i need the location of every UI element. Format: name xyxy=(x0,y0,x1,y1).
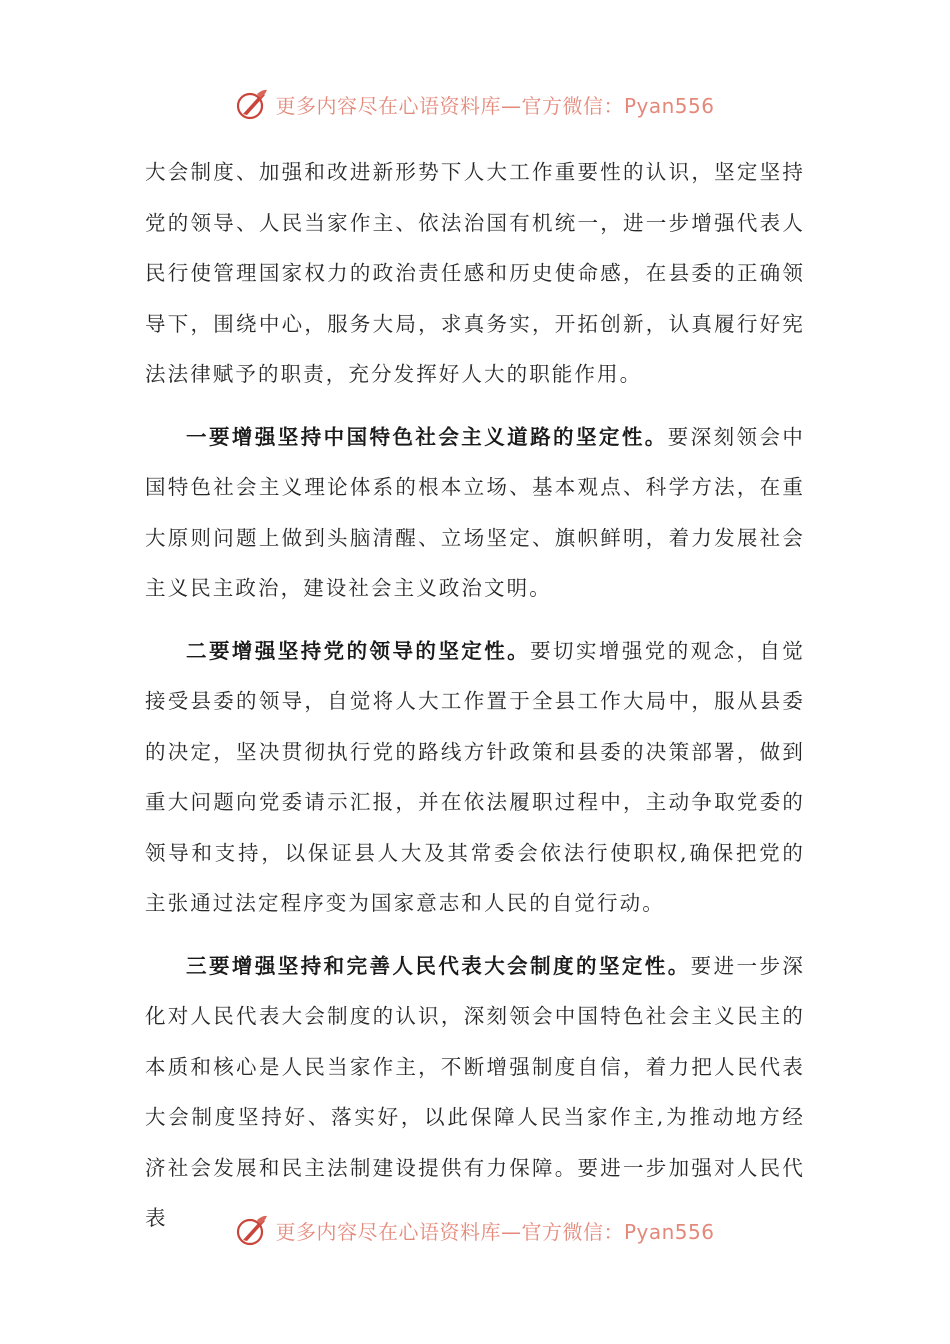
paragraph-point-1 xyxy=(145,412,805,614)
paragraph-body: 要进一步深化对人民代表大会制度的认识，深刻领会中国特色社会主义民主的本质和核心是人民当家作主，不断增强制度自信，着力把人民代表大会制度坚持好、落实好，以此保障人民当家作主,为推动地方经济社会发展和民主法制建设提供有力保障。要进一步加强对人民代表 xyxy=(145,953,806,1230)
paragraph-point-2 xyxy=(145,626,805,929)
header-banner xyxy=(0,84,950,124)
paragraph-body: 要深刻领会中国特色社会主义理论体系的根本立场、基本观点、科学方法，在重大原则问题上做到头脑清醒、立场坚定、旗帜鲜明，着力发展社会主义民主政治，建设社会主义政治文明。 xyxy=(145,424,805,600)
quill-pen-circle-icon xyxy=(235,87,269,121)
paragraph-body: 大会制度、加强和改进新形势下人大工作重要性的认识，坚定坚持党的领导、人民当家作主、依法治国有机统一，进一步增强代表人民行使管理国家权力的政治责任感和历史使命感，在县委的正确领导下，围绕中心，服务大局，求真务实，开拓创新，认真履行好宪法法律赋予的职责，充分发挥好人大的职能作用。 xyxy=(145,160,805,386)
paragraph-lead: 三要增强坚持和完善人民代表大会制度的坚定性。 xyxy=(186,953,691,978)
paragraph-lead: 一要增强坚持中国特色社会主义道路的坚定性。 xyxy=(186,424,668,449)
paragraph-lead: 二要增强坚持党的领导的坚定性。 xyxy=(186,638,531,663)
footer-banner-text: 更多内容尽在心语资料库—官方微信：Pyan556 xyxy=(275,1219,715,1244)
footer-banner xyxy=(0,1210,950,1250)
header-banner-text: 更多内容尽在心语资料库—官方微信：Pyan556 xyxy=(275,93,715,118)
paragraph-point-3 xyxy=(145,941,805,1244)
paragraph-continuation xyxy=(145,147,805,400)
quill-pen-circle-icon xyxy=(235,1213,269,1247)
document-body xyxy=(145,147,805,1256)
paragraph-body: 要切实增强党的观念，自觉接受县委的领导，自觉将人大工作置于全县工作大局中，服从县委的决定，坚决贯彻执行党的路线方针政策和县委的决策部署，做到重大问题向党委请示汇报，并在依法履职过程中，主动争取党委的领导和支持，以保证县人大及其常委会依法行使职权,确保把党的主张通过法定程序变为国家意志和人民的自觉行动。 xyxy=(145,638,805,915)
